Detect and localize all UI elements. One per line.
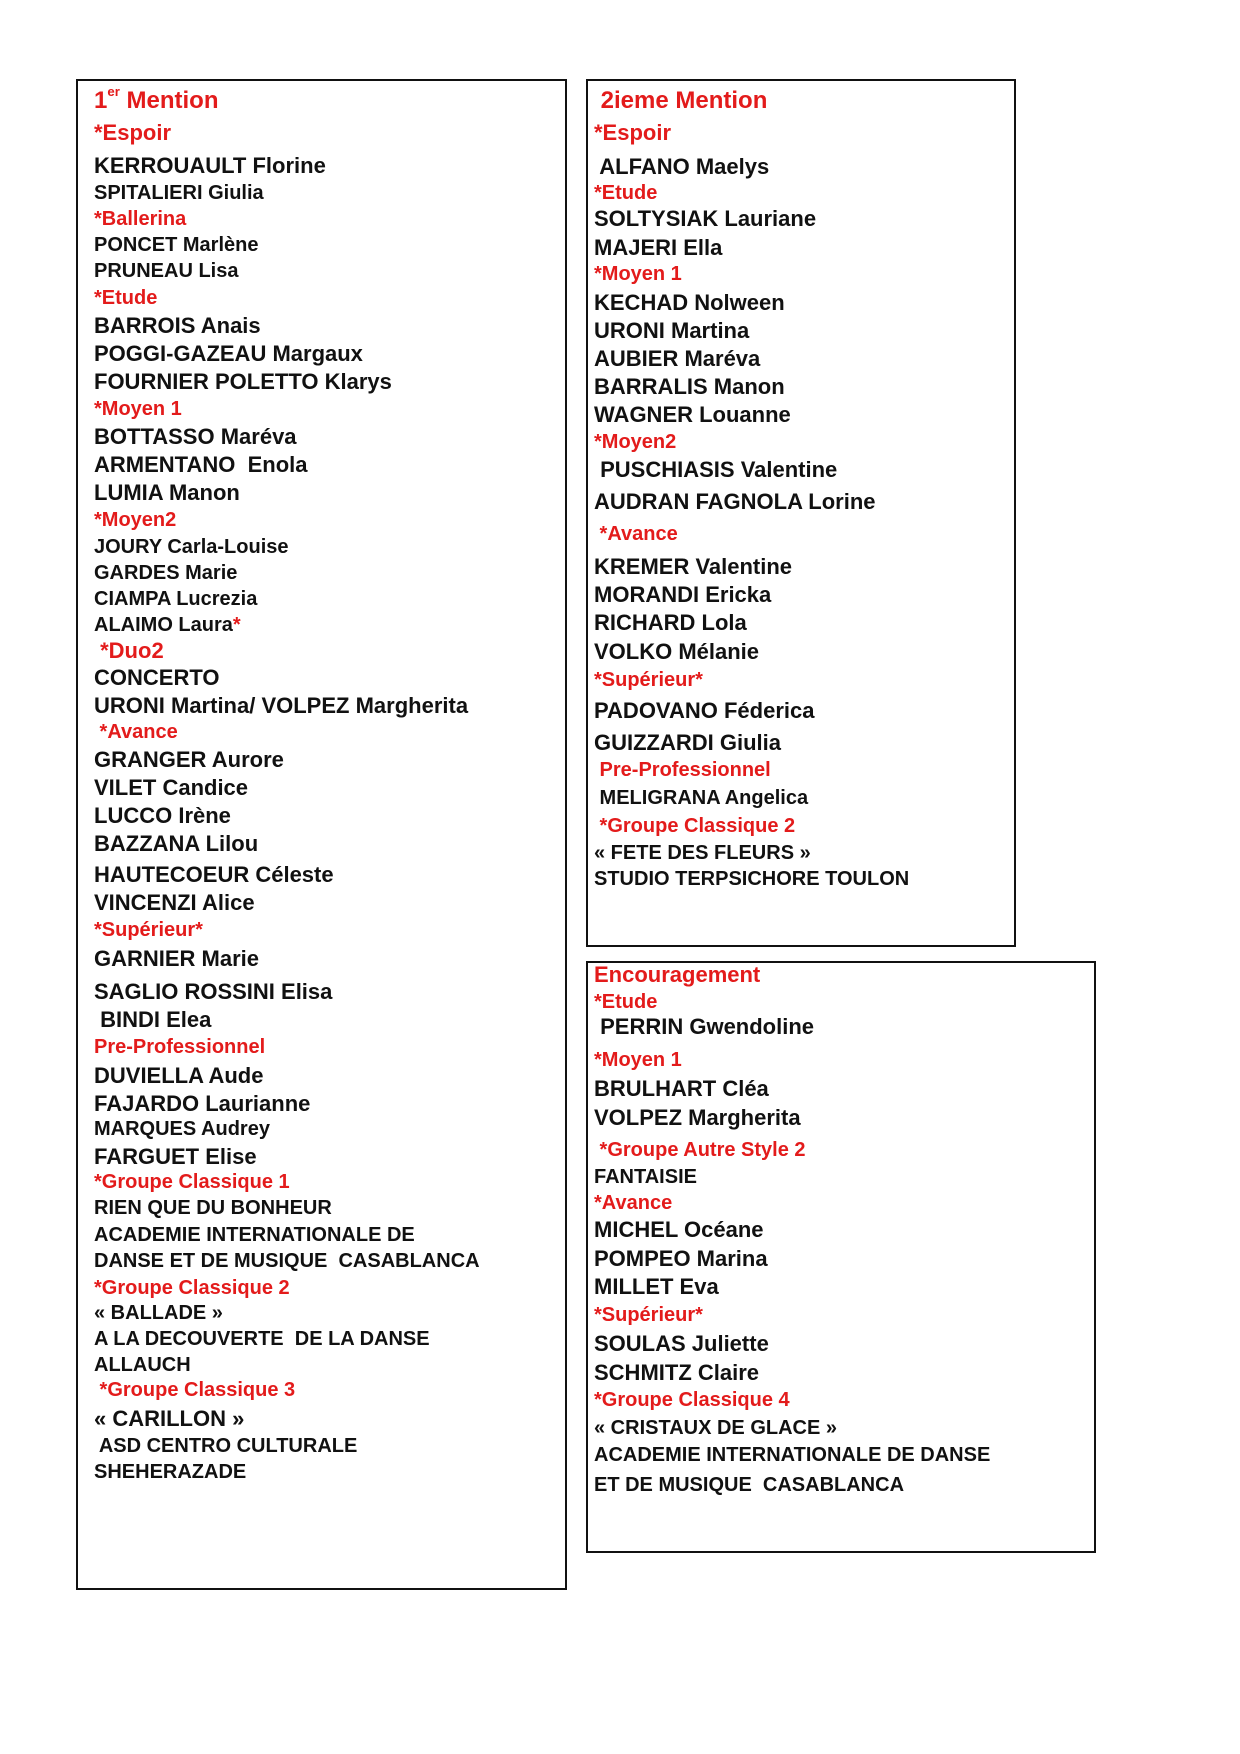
line-text: GARDES Marie [94, 562, 238, 584]
line-text: DANSE ET DE MUSIQUE CASABLANCA [94, 1250, 480, 1272]
line-text: *Moyen 1 [594, 263, 682, 285]
category-label [594, 524, 678, 544]
entry-name [94, 981, 332, 1003]
entry-name [594, 348, 760, 370]
line-text: FAJARDO Laurianne [94, 1091, 311, 1116]
line-text: MARQUES Audrey [94, 1118, 270, 1140]
line-text: POGGI-GAZEAU Margaux [94, 341, 363, 366]
line-text: SCHMITZ Claire [594, 1360, 760, 1385]
line-text: *Groupe Autre Style 2 [594, 1139, 806, 1161]
line-text: PERRIN Gwendoline [594, 1014, 815, 1039]
category-label [94, 1172, 290, 1192]
entry-name [594, 404, 791, 426]
entry-name [94, 805, 231, 827]
line-text: BRULHART Cléa [594, 1076, 769, 1101]
entry-name [94, 1065, 263, 1087]
line-text: GARNIER Marie [94, 946, 260, 971]
line-text: ARMENTANO Enola [94, 452, 308, 477]
line-text: *Supérieur* [594, 1304, 703, 1326]
line-text: JOURY Carla-Louise [94, 536, 289, 558]
entry-name [594, 641, 759, 663]
line-text: A LA DECOUVERTE DE LA DANSE [94, 1328, 430, 1350]
line-text: LUCCO Irène [94, 803, 231, 828]
line-text: *Groupe Classique 1 [94, 1171, 290, 1193]
entry-name [594, 1333, 769, 1355]
line-text: LUMIA Manon [94, 480, 240, 505]
entry-name [94, 1436, 357, 1456]
entry-name [94, 892, 255, 914]
line-text: ASD CENTRO CULTURALE [94, 1435, 358, 1457]
entry-name [94, 589, 257, 609]
asterisk-mark: * [232, 614, 241, 636]
entry-name [94, 615, 241, 635]
line-text: *Supérieur* [94, 919, 203, 941]
entry-name [594, 320, 749, 342]
category-label [94, 399, 182, 419]
entry-name [94, 1198, 332, 1218]
line-text: ALFANO Maelys [594, 154, 770, 179]
line-text: SHEHERAZADE [94, 1461, 247, 1483]
line-text: *Groupe Classique 4 [594, 1389, 790, 1411]
entry-name [94, 426, 297, 448]
category-label [594, 432, 676, 452]
category-label [94, 920, 203, 940]
entry-name [594, 208, 816, 230]
entry-name [594, 1016, 814, 1038]
entry-name [94, 833, 258, 855]
line-text: BARROIS Anais [94, 313, 261, 338]
line-text: PADOVANO Féderica [594, 698, 815, 723]
line-text: *Groupe Classique 3 [94, 1379, 296, 1401]
line-text: KERROUAULT Florine [94, 153, 326, 178]
category-label [594, 816, 795, 836]
line-text: *Supérieur* [594, 669, 703, 691]
line-text: CONCERTO [94, 665, 220, 690]
entry-name [94, 1251, 480, 1271]
line-text: *Moyen2 [94, 509, 177, 531]
line-text: MAJERI Ella [594, 235, 723, 260]
entry-name [94, 1408, 244, 1430]
line-text: MICHEL Océane [594, 1217, 764, 1242]
line-text: BOTTASSO Maréva [94, 424, 297, 449]
entry-name [94, 1303, 223, 1323]
entry-name [594, 459, 837, 481]
line-text: AUBIER Maréva [594, 346, 761, 371]
line-text: VILET Candice [94, 775, 249, 800]
entry-name [94, 948, 259, 970]
category-label [94, 1037, 265, 1057]
line-text: STUDIO TERPSICHORE TOULON [594, 868, 910, 890]
category-label [594, 1140, 806, 1160]
entry-name [594, 1078, 769, 1100]
category-label [594, 264, 682, 284]
category-label [594, 992, 657, 1012]
entry-name [594, 1219, 764, 1241]
entry-name [594, 843, 811, 863]
line-text: *Espoir [594, 120, 672, 145]
line-text: *Avance [594, 523, 678, 545]
category-label [594, 1390, 790, 1410]
line-text: *Espoir [94, 120, 172, 145]
entry-name [594, 1418, 837, 1438]
line-text: PONCET Marlène [94, 234, 259, 256]
line-text: SOULAS Juliette [594, 1331, 769, 1356]
encouragement-heading: Encouragement [594, 962, 761, 987]
line-text: FARGUET Elise [94, 1144, 257, 1169]
entry-name [94, 1009, 211, 1031]
line-text: MELIGRANA Angelica [594, 787, 809, 809]
category-label [594, 670, 703, 690]
entry-name [94, 1093, 310, 1115]
line-text: Pre-Professionnel [94, 1036, 266, 1058]
entry-name [594, 556, 792, 578]
line-text: CIAMPA Lucrezia [94, 588, 258, 610]
entry-name [594, 1362, 759, 1384]
line-text: HAUTECOEUR Céleste [94, 862, 334, 887]
entry-name [594, 237, 722, 259]
line-text: KREMER Valentine [594, 554, 793, 579]
entry-name [594, 612, 747, 634]
category-label [94, 510, 176, 530]
entry-name [94, 155, 326, 177]
entry-name [94, 1462, 246, 1482]
line-text: KECHAD Nolween [594, 290, 785, 315]
line-text: *Etude [594, 991, 658, 1013]
line-text: FANTAISIE [594, 1166, 697, 1188]
category-label [94, 209, 186, 229]
entry-name [594, 491, 876, 513]
category-label [94, 722, 178, 742]
line-text: WAGNER Louanne [594, 402, 791, 427]
line-text: *Etude [94, 287, 158, 309]
line-text: RICHARD Lola [594, 610, 747, 635]
line-text: POMPEO Marina [594, 1246, 768, 1271]
line-text: *Moyen2 [594, 431, 677, 453]
entry-name [94, 777, 248, 799]
line-text: URONI Martina/ VOLPEZ Margherita [94, 693, 469, 718]
entry-name [94, 1146, 257, 1168]
line-text: *Avance [594, 1192, 673, 1214]
entry-name [594, 732, 781, 754]
line-text: ALAIMO Laura [94, 614, 233, 636]
entry-name [94, 315, 261, 337]
line-text: *Etude [594, 182, 658, 204]
entry-name [94, 1355, 191, 1375]
line-text: VINCENZI Alice [94, 890, 255, 915]
category-label [594, 760, 771, 780]
line-text: GUIZZARDI Giulia [594, 730, 781, 755]
line-text: FOURNIER POLETTO Klarys [94, 369, 392, 394]
line-text: *Groupe Classique 2 [594, 815, 796, 837]
line-text: *Moyen 1 [94, 398, 182, 420]
line-text: BAZZANA Lilou [94, 831, 259, 856]
line-text: BINDI Elea [94, 1007, 212, 1032]
entry-name [94, 864, 334, 886]
line-text: « FETE DES FLEURS » [594, 842, 811, 864]
entry-name [594, 1445, 990, 1465]
line-text: URONI Martina [594, 318, 750, 343]
line-text: MILLET Eva [594, 1274, 719, 1299]
entry-name [94, 563, 237, 583]
line-text: SPITALIERI Giulia [94, 182, 264, 204]
line-text: « BALLADE » [94, 1302, 223, 1324]
line-text: *Avance [94, 721, 178, 743]
first-mention-heading [94, 84, 219, 114]
line-text: SOLTYSIAK Lauriane [594, 206, 817, 231]
entry-name [94, 1225, 415, 1245]
entry-name [594, 1107, 801, 1129]
heading-superscript: er [107, 84, 120, 100]
entry-name [594, 1167, 697, 1187]
line-text: *Groupe Classique 2 [94, 1277, 290, 1299]
entry-name [594, 584, 771, 606]
line-text: MORANDI Ericka [594, 582, 772, 607]
category-label [594, 122, 671, 144]
line-text: SAGLIO ROSSINI Elisa [94, 979, 333, 1004]
line-text: *Ballerina [94, 208, 187, 230]
line-text: PUSCHIASIS Valentine [594, 457, 838, 482]
entry-name [594, 1475, 904, 1495]
category-label [594, 183, 657, 203]
entry-name [594, 869, 909, 889]
category-label [94, 1278, 290, 1298]
entry-name [594, 292, 785, 314]
entry-name [94, 537, 289, 557]
entry-name [94, 235, 258, 255]
line-text: ET DE MUSIQUE CASABLANCA [594, 1474, 905, 1496]
entry-name [594, 1248, 768, 1270]
line-text: BARRALIS Manon [594, 374, 785, 399]
line-text: VOLPEZ Margherita [594, 1105, 801, 1130]
entry-name [94, 454, 307, 476]
heading-number: 1 [94, 87, 108, 114]
second-mention-heading: 2ieme Mention [594, 87, 768, 114]
category-label [94, 1380, 295, 1400]
line-text: RIEN QUE DU BONHEUR [94, 1197, 332, 1219]
category-label [594, 1305, 703, 1325]
entry-name [94, 1329, 430, 1349]
line-text: ALLAUCH [94, 1354, 191, 1376]
entry-name [94, 749, 284, 771]
line-text: VOLKO Mélanie [594, 639, 760, 664]
entry-name [94, 667, 220, 689]
line-text: « CARILLON » [94, 1406, 245, 1431]
line-text: PRUNEAU Lisa [94, 260, 239, 282]
line-text: « CRISTAUX DE GLACE » [594, 1417, 837, 1439]
line-text: AUDRAN FAGNOLA Lorine [594, 489, 876, 514]
line-text: GRANGER Aurore [94, 747, 284, 772]
line-text: *Moyen 1 [594, 1049, 682, 1071]
entry-name [594, 376, 785, 398]
entry-name [94, 482, 240, 504]
category-label [94, 122, 171, 144]
line-text: ACADEMIE INTERNATIONALE DE [94, 1224, 415, 1246]
entry-name [594, 1276, 719, 1298]
entry-name [94, 183, 264, 203]
line-text: ACADEMIE INTERNATIONALE DE DANSE [594, 1444, 991, 1466]
category-label [94, 640, 164, 662]
entry-name [94, 343, 363, 365]
entry-name [94, 261, 238, 281]
category-label [594, 1193, 672, 1213]
line-text: *Duo2 [94, 638, 164, 663]
entry-name [94, 1119, 270, 1139]
line-text: Pre-Professionnel [594, 759, 771, 781]
entry-name [594, 700, 814, 722]
category-label [94, 288, 157, 308]
category-label [594, 1050, 682, 1070]
entry-name [94, 695, 468, 717]
entry-name [594, 788, 808, 808]
heading-label: Mention [126, 87, 219, 114]
entry-name [94, 371, 392, 393]
entry-name [594, 156, 769, 178]
line-text: DUVIELLA Aude [94, 1063, 264, 1088]
